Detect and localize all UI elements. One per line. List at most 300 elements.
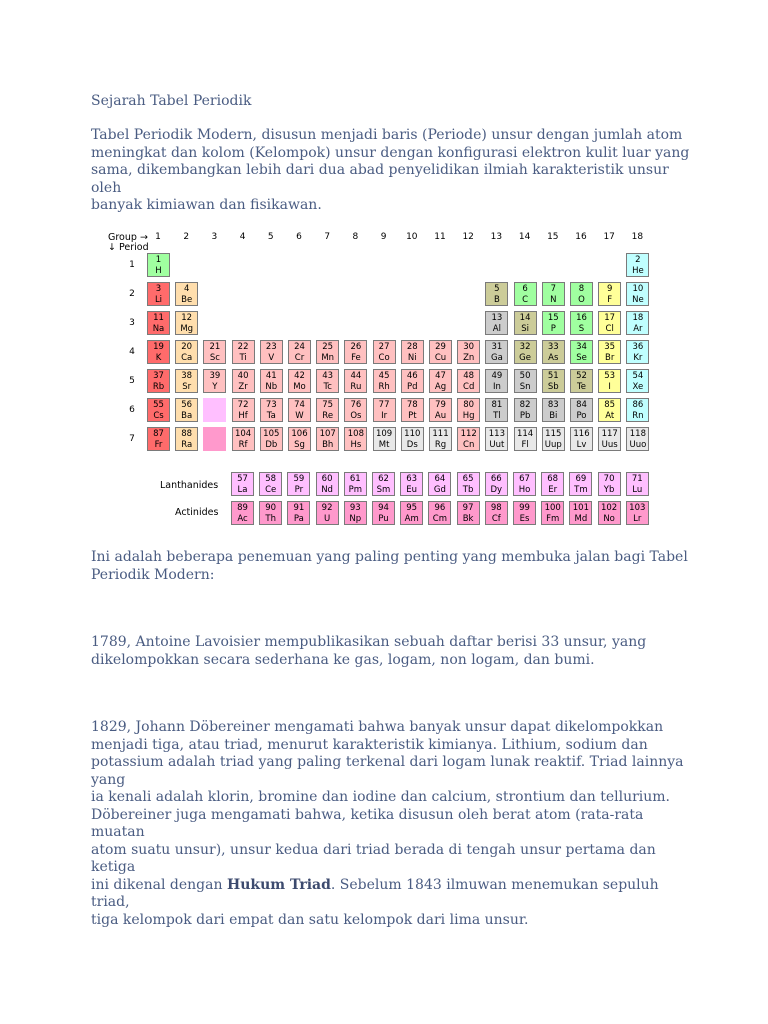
element-cell-dy <box>485 472 508 496</box>
element-symbol: U <box>323 514 331 524</box>
period-number: 3 <box>129 318 135 328</box>
element-symbol: Sg <box>294 440 305 450</box>
atomic-number: 27 <box>378 342 390 352</box>
element-symbol: Re <box>322 411 334 421</box>
atomic-number: 23 <box>265 342 277 352</box>
atomic-number: 54 <box>632 371 644 381</box>
atomic-number: 38 <box>181 371 193 381</box>
atomic-number: 114 <box>516 429 534 439</box>
atomic-number: 86 <box>632 400 644 410</box>
period-number: 4 <box>129 347 135 357</box>
atomic-number: 2 <box>635 255 641 265</box>
element-symbol: Ra <box>181 440 193 450</box>
element-cell-fe <box>344 340 367 364</box>
atomic-number: 19 <box>153 342 164 352</box>
element-symbol: Po <box>576 411 587 421</box>
element-cell-tc <box>316 369 339 393</box>
element-cell-bk <box>457 501 480 525</box>
atomic-number: 20 <box>181 342 193 352</box>
atomic-number: 90 <box>265 503 277 513</box>
element-cell-th <box>259 501 282 525</box>
atomic-number: 80 <box>463 400 475 410</box>
element-symbol: Hf <box>238 411 248 421</box>
atomic-number: 116 <box>573 429 590 439</box>
element-symbol: Uup <box>544 440 562 450</box>
element-symbol: Li <box>154 295 163 305</box>
group-number: 10 <box>406 232 418 242</box>
element-cell-sc <box>203 340 226 364</box>
atomic-number: 25 <box>322 342 334 352</box>
discoveries-intro: Ini adalah beberapa penemuan yang paling penting yang membuka jalan bagi Tabel Periodik Modern: <box>91 549 688 583</box>
element-symbol: Ho <box>518 485 531 495</box>
atomic-number: 95 <box>406 503 418 513</box>
element-cell-cs <box>147 398 170 422</box>
atomic-number: 7 <box>550 284 556 294</box>
element-symbol: Lr <box>633 514 642 524</box>
element-symbol: Er <box>548 485 558 495</box>
group-number: 6 <box>296 232 302 242</box>
element-symbol: No <box>603 514 615 524</box>
element-symbol: I <box>608 382 611 392</box>
element-symbol: Np <box>349 514 362 524</box>
atomic-number: 85 <box>604 400 616 410</box>
element-cell-ir <box>373 398 396 422</box>
atomic-number: 82 <box>519 400 531 410</box>
element-symbol: Tm <box>574 485 588 495</box>
element-cell-uup <box>542 427 565 451</box>
element-symbol: Sr <box>182 382 192 392</box>
atomic-number: 77 <box>378 400 390 410</box>
atomic-number: 31 <box>491 342 503 352</box>
element-symbol: Ba <box>181 411 193 421</box>
element-cell-os <box>344 398 367 422</box>
element-cell-cf <box>485 501 508 525</box>
atomic-number: 12 <box>181 313 193 323</box>
element-cell-ag <box>429 369 452 393</box>
atomic-number: 106 <box>291 429 308 439</box>
element-symbol: Ne <box>632 295 644 305</box>
group-number: 4 <box>239 232 246 242</box>
element-cell-k <box>147 340 170 364</box>
element-cell-uut <box>485 427 508 451</box>
triad-law-term: Hukum Triad <box>226 876 331 893</box>
atomic-number: 84 <box>576 400 587 410</box>
element-symbol: Ds <box>406 440 418 450</box>
element-symbol: Mg <box>180 324 194 334</box>
element-symbol: Br <box>605 353 615 363</box>
atomic-number: 62 <box>378 474 389 484</box>
atomic-number: 44 <box>350 371 362 381</box>
element-symbol: Fl <box>521 440 529 450</box>
atomic-number: 30 <box>463 342 475 352</box>
element-symbol: Md <box>574 514 588 524</box>
element-symbol: B <box>493 295 500 305</box>
element-cell-se <box>570 340 593 364</box>
element-cell-bh <box>316 427 339 451</box>
element-symbol: Rb <box>152 382 165 392</box>
element-symbol: Mn <box>321 353 335 363</box>
atomic-number: 4 <box>183 284 190 294</box>
element-cell-ni <box>401 340 424 364</box>
atomic-number: 67 <box>519 474 530 484</box>
period-number: 5 <box>129 376 135 386</box>
intro-paragraph: Tabel Periodik Modern, disusun menjadi baris (Periode) unsur dengan jumlah atom meningkat dan kolom (Kelompok) unsur dengan konfigurasi elektron kulit luar yang sama, dikembangkan lebih dari dua abad penyelidikan ilmiah karakteristik unsur oleh banyak kimiawan dan fisikawan. <box>91 127 690 213</box>
atomic-number: 107 <box>319 429 336 439</box>
element-cell-tm <box>569 472 592 496</box>
atomic-number: 55 <box>153 400 164 410</box>
element-symbol: Si <box>521 324 529 334</box>
element-cell-he <box>626 253 649 277</box>
atomic-number: 3 <box>155 284 162 294</box>
element-symbol: Lu <box>632 485 643 495</box>
element-symbol: Ir <box>381 411 388 421</box>
atomic-number: 39 <box>209 371 221 381</box>
element-cell-re <box>316 398 339 422</box>
atomic-number: 73 <box>265 400 277 410</box>
atomic-number: 37 <box>153 371 164 381</box>
atomic-number: 71 <box>631 474 643 484</box>
element-symbol: Cn <box>463 440 475 450</box>
element-symbol: Ce <box>265 485 277 495</box>
atomic-number: 75 <box>322 400 334 410</box>
element-cell-gd <box>428 472 451 496</box>
element-cell-p <box>542 311 565 335</box>
element-symbol: K <box>155 353 162 363</box>
atomic-number: 78 <box>406 400 418 410</box>
element-symbol: Fm <box>546 514 560 524</box>
atomic-number: 102 <box>600 503 618 513</box>
atomic-number: 91 <box>293 503 305 513</box>
atomic-number: 6 <box>522 284 528 294</box>
element-symbol: Cr <box>294 353 305 363</box>
element-cell-as <box>542 340 565 364</box>
element-symbol: Al <box>492 324 501 334</box>
element-cell-zn <box>457 340 480 364</box>
element-symbol: Lv <box>576 440 587 450</box>
element-symbol: Pu <box>378 514 389 524</box>
element-symbol: Au <box>434 411 447 421</box>
element-cell-mt <box>373 427 396 451</box>
atomic-number: 36 <box>632 342 644 352</box>
element-symbol: Tl <box>493 411 501 421</box>
atomic-number: 34 <box>576 342 587 352</box>
group-axis-label: Group → <box>108 232 148 243</box>
element-cell-fr <box>147 427 170 451</box>
document-title: Sejarah Tabel Periodik <box>91 93 252 109</box>
element-symbol: Mo <box>293 382 306 392</box>
element-symbol: O <box>578 295 585 305</box>
element-cell-lu <box>626 472 649 496</box>
atomic-number: 72 <box>237 400 249 410</box>
dobereiner-paragraph <box>91 719 691 929</box>
element-symbol: Ag <box>434 382 447 392</box>
atomic-number: 22 <box>237 342 249 352</box>
element-symbol: Rn <box>632 411 644 421</box>
element-symbol: Bh <box>322 440 334 450</box>
element-symbol: Eu <box>406 485 418 495</box>
atomic-number: 81 <box>491 400 503 410</box>
atomic-number: 50 <box>519 371 531 381</box>
atomic-number: 9 <box>606 284 613 294</box>
element-cell-ac <box>231 501 254 525</box>
element-cell-np <box>344 501 367 525</box>
element-symbol: Cs <box>153 411 164 421</box>
element-cell-c <box>514 282 537 306</box>
atomic-number: 8 <box>578 284 585 294</box>
element-symbol: Dy <box>490 485 503 495</box>
element-cell-pt <box>401 398 424 422</box>
element-symbol: Cm <box>432 514 447 524</box>
element-cell-be <box>175 282 198 306</box>
atomic-number: 112 <box>460 429 477 439</box>
group-number: 3 <box>211 232 218 242</box>
element-symbol: Kr <box>633 353 643 363</box>
element-cell-y <box>203 369 226 393</box>
element-cell-pm <box>344 472 367 496</box>
element-cell-s <box>570 311 593 335</box>
group-number: 16 <box>575 232 587 242</box>
atomic-number: 103 <box>629 503 646 513</box>
element-cell-ru <box>344 369 367 393</box>
element-cell-rh <box>373 369 396 393</box>
element-cell-cm <box>428 501 451 525</box>
atomic-number: 32 <box>519 342 531 352</box>
element-symbol: Ru <box>350 382 362 392</box>
element-cell-pa <box>287 501 310 525</box>
group-number: 14 <box>518 232 531 242</box>
element-cell-cu <box>429 340 452 364</box>
atomic-number: 48 <box>463 371 475 381</box>
element-cell-kr <box>626 340 649 364</box>
atomic-number: 29 <box>435 342 446 352</box>
dobereiner-text: 1829, Johann Döbereiner mengamati bahwa banyak unsur dapat dikelompokkan menjadi tiga, atau triad, menurut karakteristik kimianya. Lithium, sodium dan potassium adalah triad yang paling terkenal dari logam lunak reaktif. Triad lainnya yang ia kenali adalah klorin, bromine dan iodine dan calcium, strontium dan tellurium. Döbereiner juga mengamati bahwa, ketika disusun oleh berat atom (rata-rata muatan atom suatu unsur), unsur kedua dari triad berada di tengah unsur pertama dan ketiga ini dikenal dengan <box>91 719 684 893</box>
atomic-number: 105 <box>263 429 280 439</box>
element-cell-tb <box>457 472 480 496</box>
atomic-number: 18 <box>632 313 644 323</box>
element-cell-ge <box>514 340 537 364</box>
lavoisier-paragraph: 1789, Antoine Lavoisier mempublikasikan sebuah daftar berisi 33 unsur, yang dikelompokkan secara sederhana ke gas, logam, non logam, dan bumi. <box>91 634 647 668</box>
element-symbol: C <box>522 295 529 305</box>
element-cell-yb <box>598 472 621 496</box>
element-cell-ce <box>259 472 282 496</box>
atomic-number: 108 <box>347 429 364 439</box>
atomic-number: 52 <box>576 371 587 381</box>
element-symbol: Ge <box>519 353 531 363</box>
element-cell-sg <box>288 427 311 451</box>
actinide-placeholder <box>203 427 226 451</box>
atomic-number: 87 <box>153 429 164 439</box>
atomic-number: 98 <box>490 503 502 513</box>
element-cell-br <box>598 340 621 364</box>
element-symbol: Rh <box>378 382 390 392</box>
atomic-number: 79 <box>435 400 446 410</box>
element-cell-mg <box>175 311 198 335</box>
atomic-number: 10 <box>632 284 644 294</box>
element-cell-na <box>147 311 170 335</box>
element-symbol: Nb <box>265 382 278 392</box>
element-symbol: Os <box>350 411 362 421</box>
element-cell-rg <box>429 427 452 451</box>
atomic-number: 69 <box>575 474 587 484</box>
element-cell-pu <box>372 501 395 525</box>
group-number: 13 <box>490 232 503 242</box>
element-symbol: Ti <box>239 353 247 363</box>
element-symbol: Sb <box>547 382 559 392</box>
atomic-number: 51 <box>547 371 559 381</box>
element-cell-al <box>485 311 508 335</box>
group-number: 17 <box>603 232 615 242</box>
element-symbol: Fe <box>351 353 361 363</box>
element-cell-pb <box>514 398 537 422</box>
atomic-number: 17 <box>604 313 616 323</box>
element-cell-i <box>598 369 621 393</box>
atomic-number: 65 <box>462 474 474 484</box>
atomic-number: 35 <box>604 342 616 352</box>
element-symbol: Cl <box>605 324 614 334</box>
element-symbol: Ta <box>266 411 276 421</box>
atomic-number: 96 <box>434 503 446 513</box>
atomic-number: 70 <box>603 474 615 484</box>
atomic-number: 28 <box>406 342 418 352</box>
atomic-number: 83 <box>547 400 559 410</box>
atomic-number: 40 <box>237 371 249 381</box>
atomic-number: 41 <box>265 371 277 381</box>
element-symbol: Co <box>378 353 390 363</box>
period-axis-label: ↓ Period <box>108 242 149 253</box>
element-cell-o <box>570 282 593 306</box>
element-symbol: Cu <box>434 353 447 363</box>
element-symbol: Pb <box>519 411 531 421</box>
element-symbol: Te <box>577 382 586 392</box>
lanthanides-label: Lanthanides <box>160 480 219 491</box>
element-symbol: Hs <box>350 440 362 450</box>
element-symbol: Cf <box>491 514 501 524</box>
element-symbol: Bk <box>462 514 474 524</box>
atomic-number: 16 <box>576 313 587 323</box>
group-number: 8 <box>352 232 359 242</box>
element-cell-f <box>598 282 621 306</box>
atomic-number: 99 <box>519 503 530 513</box>
atomic-number: 58 <box>265 474 277 484</box>
element-cell-v <box>260 340 283 364</box>
element-cell-xe <box>626 369 649 393</box>
element-cell-ti <box>232 340 255 364</box>
element-symbol: V <box>268 353 275 363</box>
element-symbol: As <box>548 353 559 363</box>
element-symbol: Yb <box>603 485 615 495</box>
element-cell-md <box>569 501 592 525</box>
atomic-number: 68 <box>547 474 559 484</box>
element-cell-ga <box>485 340 508 364</box>
element-symbol: Zn <box>463 353 475 363</box>
element-symbol: Cd <box>463 382 475 392</box>
element-cell-cr <box>288 340 311 364</box>
element-cell-ca <box>175 340 198 364</box>
element-cell-ba <box>175 398 198 422</box>
element-symbol: Uut <box>489 440 505 450</box>
atomic-number: 15 <box>547 313 559 323</box>
element-cell-nb <box>260 369 283 393</box>
element-cell-ne <box>626 282 649 306</box>
atomic-number: 115 <box>545 429 562 439</box>
element-cell-at <box>598 398 621 422</box>
element-symbol: W <box>295 411 304 421</box>
element-symbol: H <box>155 266 162 276</box>
atomic-number: 26 <box>350 342 362 352</box>
element-cell-db <box>260 427 283 451</box>
element-symbol: Es <box>519 514 530 524</box>
atomic-number: 13 <box>491 313 503 323</box>
element-cell-rf <box>232 427 255 451</box>
element-cell-w <box>288 398 311 422</box>
element-cell-rn <box>626 398 649 422</box>
element-cell-sb <box>542 369 565 393</box>
atomic-number: 111 <box>432 429 449 439</box>
element-cell-hg <box>457 398 480 422</box>
atomic-number: 53 <box>604 371 616 381</box>
element-symbol: Rg <box>434 440 447 450</box>
element-symbol: Se <box>576 353 587 363</box>
element-symbol: Pm <box>348 485 362 495</box>
element-symbol: N <box>550 295 557 305</box>
element-symbol: Be <box>181 295 193 305</box>
element-symbol: Sc <box>209 353 220 363</box>
element-symbol: Ar <box>633 324 643 334</box>
element-cell-lv <box>570 427 593 451</box>
element-symbol: In <box>492 382 501 392</box>
element-symbol: Db <box>265 440 278 450</box>
atomic-number: 42 <box>294 371 305 381</box>
atomic-number: 49 <box>491 371 503 381</box>
element-cell-u <box>316 501 339 525</box>
group-number: 12 <box>462 232 474 242</box>
atomic-number: 24 <box>294 342 305 352</box>
element-symbol: P <box>550 324 556 334</box>
atomic-number: 76 <box>350 400 362 410</box>
atomic-number: 5 <box>494 284 500 294</box>
atomic-number: 110 <box>404 429 421 439</box>
element-cell-pr <box>287 472 310 496</box>
atomic-number: 21 <box>209 342 221 352</box>
element-cell-co <box>373 340 396 364</box>
atomic-number: 56 <box>181 400 193 410</box>
element-symbol: Y <box>212 382 218 392</box>
group-number: 2 <box>183 232 190 242</box>
element-cell-eu <box>400 472 423 496</box>
element-symbol: Ca <box>181 353 193 363</box>
atomic-number: 94 <box>378 503 389 513</box>
element-symbol: Hg <box>462 411 475 421</box>
element-symbol: Ga <box>490 353 503 363</box>
element-cell-la <box>231 472 254 496</box>
atomic-number: 61 <box>349 474 361 484</box>
element-cell-au <box>429 398 452 422</box>
atomic-number: 60 <box>321 474 333 484</box>
element-cell-si <box>514 311 537 335</box>
element-symbol: Ac <box>237 514 248 524</box>
element-cell-sm <box>372 472 395 496</box>
element-cell-in <box>485 369 508 393</box>
atomic-number: 118 <box>629 429 646 439</box>
element-cell-b <box>485 282 508 306</box>
atomic-number: 100 <box>544 503 561 513</box>
group-number: 9 <box>380 232 387 242</box>
element-symbol: Sm <box>376 485 391 495</box>
element-cell-bi <box>542 398 565 422</box>
element-symbol: Rf <box>238 440 248 450</box>
atomic-number: 66 <box>490 474 502 484</box>
atomic-number: 97 <box>462 503 474 513</box>
